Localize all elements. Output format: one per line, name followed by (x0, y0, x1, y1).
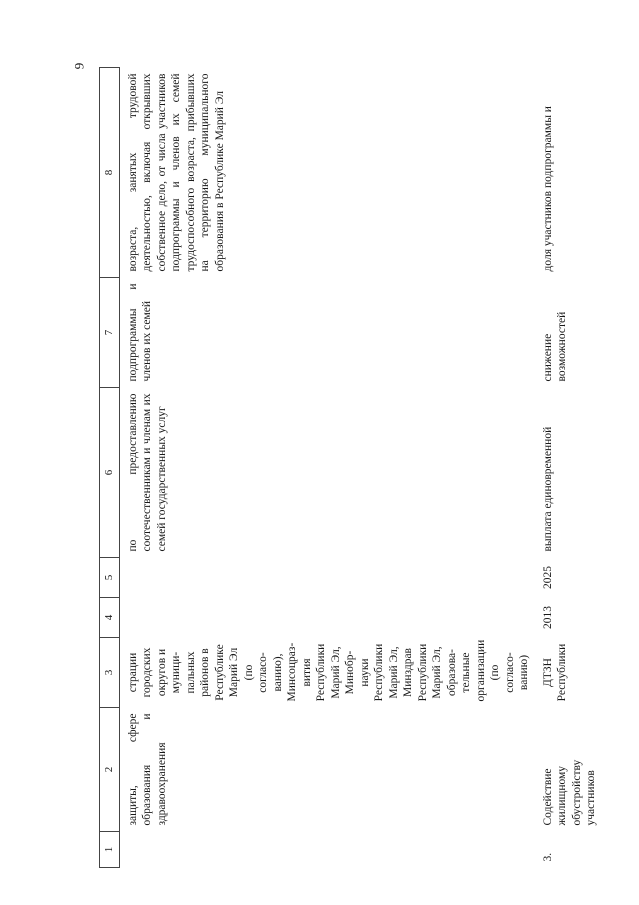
start-year: 2013 (541, 606, 554, 629)
indicator: возраста, занятых трудовой деятельностью, включая открывших собственное дело, от числа участников подпрограммы и членов их семей трудоспособного возраста, прибывших на территорию муниципального образования в Республике Марий Эл (126, 73, 226, 272)
measure-name: защиты, сфере образования и здравоохранения (126, 713, 168, 826)
header-cell: 6 (100, 388, 120, 558)
indicator: доля участников подпрограммы и (541, 106, 554, 272)
row-number: 3. (541, 852, 554, 862)
header-cell: 7 (100, 278, 120, 388)
executors-line: Республике (213, 644, 226, 701)
executors-line: Минздрав (402, 648, 414, 698)
executors-line: ванию) (518, 654, 530, 691)
executors-line: страции (126, 652, 139, 693)
consequences: подпрограммы и членов их семей (126, 283, 153, 382)
document-table-sheet (99, 68, 639, 868)
executors-line: Марий Эл, (329, 646, 342, 699)
table-row (535, 68, 602, 868)
executors-cell (535, 638, 602, 708)
executors-line: ДТЗН (541, 658, 554, 687)
expected-result: по предоставлению соотечественникам и членам их семей государственных услуг (126, 393, 168, 552)
expected-result: выплата единовременной (541, 426, 554, 552)
executors-line: Минобр- (344, 650, 356, 695)
executors-line: Республики (315, 643, 327, 702)
header-cell: 4 (100, 598, 120, 638)
executors-line: районов в (199, 648, 211, 697)
executors-line: Республики (556, 643, 568, 702)
consequences: снижение возможностей (541, 311, 568, 382)
executors-line: городских (141, 647, 153, 698)
start-year (119, 598, 535, 638)
table-row (119, 68, 535, 868)
executors-line: (по согласо- (489, 652, 516, 693)
executors-line: Марий Эл (228, 647, 240, 698)
executors-cell (119, 638, 535, 708)
executors-line: организации (474, 639, 487, 702)
executors-line: Республики (373, 643, 385, 702)
page-number: 9 (71, 62, 87, 70)
executors-line: Марий Эл, (387, 646, 400, 699)
executors-line: образова- (445, 649, 458, 696)
program-table (99, 67, 602, 868)
executors-line: науки (358, 658, 371, 687)
measure-name: Содействие жилищному обустройству участников (541, 759, 597, 826)
executors-line: Минсоцраз- (286, 642, 298, 702)
end-year: 2025 (541, 566, 554, 589)
executors-line: Республики (416, 643, 429, 702)
executors-line: (по согласо- (242, 652, 269, 693)
executors-line: ванию), (271, 653, 284, 692)
header-cell: 5 (100, 558, 120, 598)
executors-line: Марий Эл, (431, 646, 443, 699)
header-cell: 1 (100, 832, 120, 868)
executors-line: пальных (184, 651, 197, 694)
executors-line: тельные (460, 652, 472, 693)
header-cell: 8 (100, 68, 120, 278)
header-cell: 2 (100, 708, 120, 832)
executors-line: муници- (170, 651, 182, 694)
end-year (119, 558, 535, 598)
executors-line: вития (300, 658, 313, 687)
executors-line: округов и (155, 648, 168, 697)
header-cell: 3 (100, 638, 120, 708)
row-number (119, 832, 535, 868)
table-header-row (100, 68, 120, 868)
